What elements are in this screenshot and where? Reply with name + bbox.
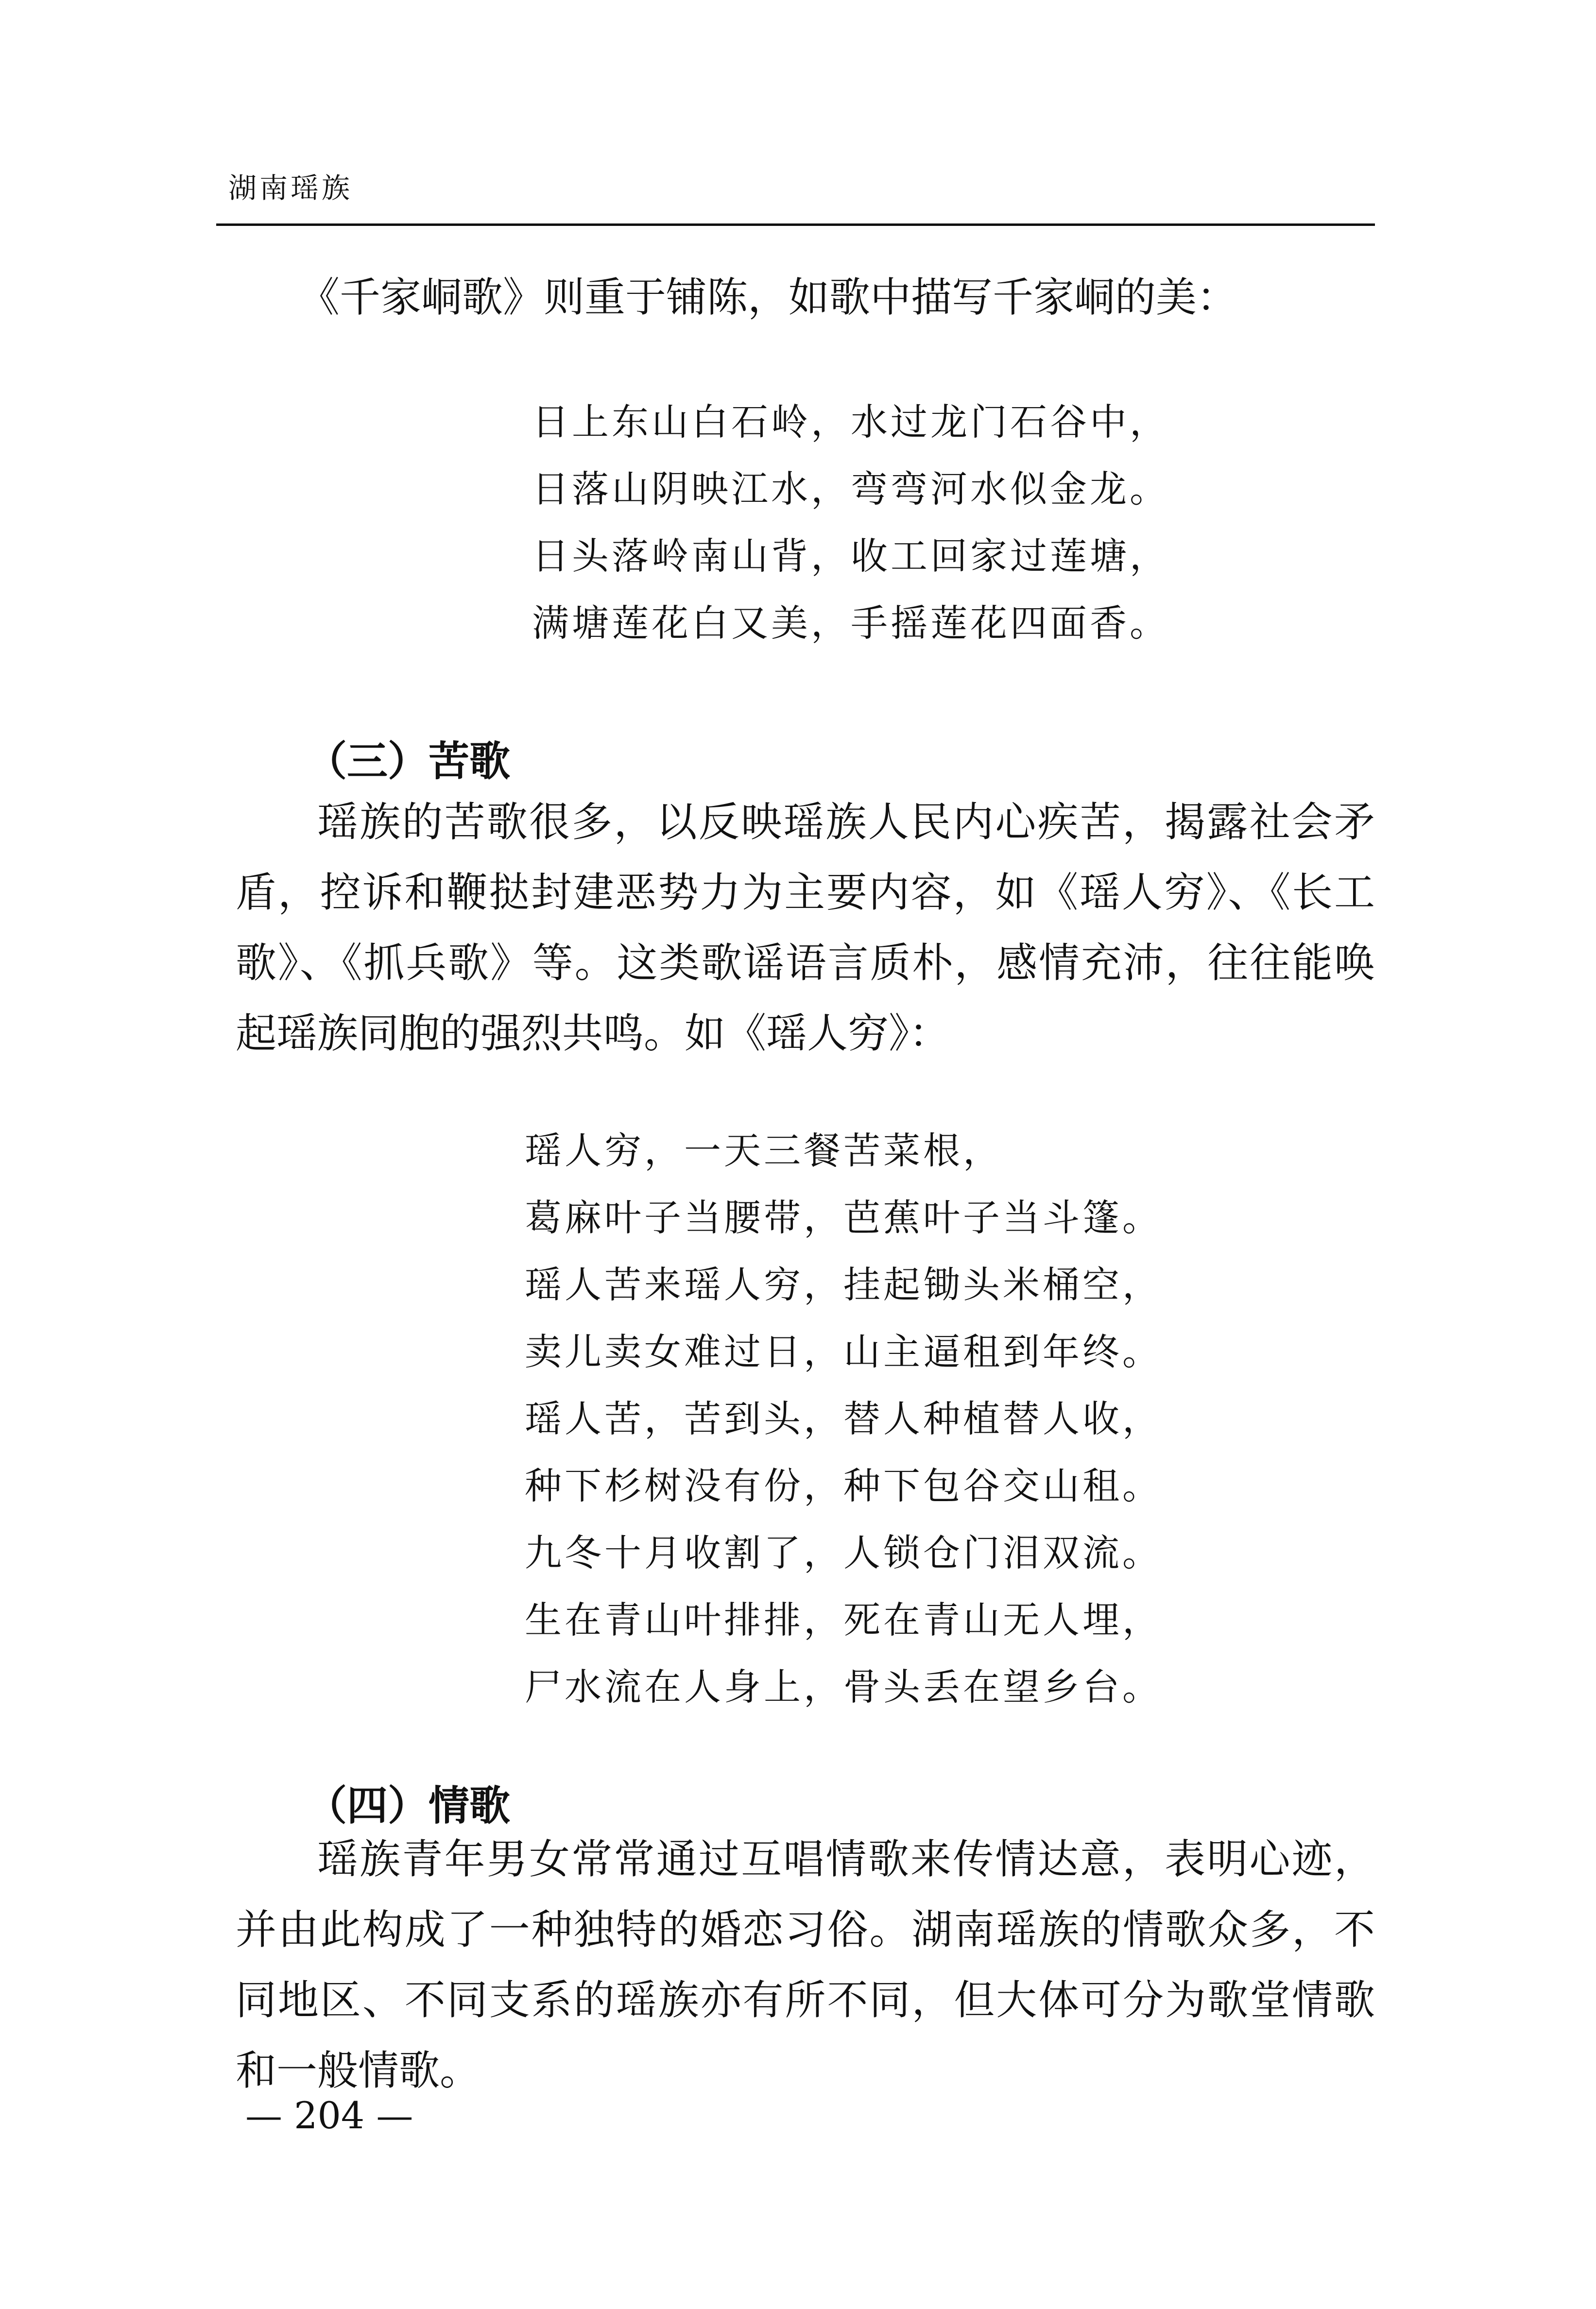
intro-paragraph: 《千家峒歌》则重于铺陈，如歌中描写千家峒的美： <box>299 274 1238 321</box>
poem-line: 满塘莲花白又美，手摇莲花四面香。 <box>532 601 1169 645</box>
section-heading-qingge: （四）情歌 <box>306 1782 511 1830</box>
poem-line: 日落山阴映江水，弯弯河水似金龙。 <box>532 467 1169 511</box>
section-heading-kuge: （三）苦歌 <box>306 737 511 785</box>
poem-line: 九冬十月收割了，人锁仓门泪双流。 <box>525 1531 1162 1574</box>
poem-line: 卖儿卖女难过日，山主逼租到年终。 <box>525 1330 1162 1373</box>
poem-line: 葛麻叶子当腰带，芭蕉叶子当斗篷。 <box>525 1196 1162 1239</box>
poem-yaorenqiong <box>525 1117 1162 1721</box>
page-number: — 204 — <box>245 2094 413 2137</box>
section-paragraph-qingge: 瑶族青年男女常常通过互唱情歌来传情达意，表明心迹，并由此构成了一种独特的婚恋习俗。湖南瑶族的情歌众多，不同地区、不同支系的瑶族亦有所不同，但大体可分为歌堂情歌和一般情歌。 <box>236 1835 1375 2094</box>
poem-line: 日头落岭南山背，收工回家过莲塘， <box>532 534 1169 578</box>
poem-line: 日上东山白石岭，水过龙门石谷中， <box>532 400 1169 444</box>
poem-line: 瑶人穷，一天三餐苦菜根， <box>525 1129 1003 1172</box>
poem-line: 生在青山叶排排，死在青山无人埋， <box>525 1598 1162 1642</box>
poem-line: 种下杉树没有份，种下包谷交山租。 <box>525 1464 1162 1507</box>
poem-line: 瑶人苦来瑶人穷，挂起锄头米桶空， <box>525 1263 1162 1306</box>
section-paragraph-kuge: 瑶族的苦歌很多，以反映瑶族人民内心疾苦，揭露社会矛盾，控诉和鞭挞封建恶势力为主要内容，如《瑶人穷》、《长工歌》、《抓兵歌》等。这类歌谣语言质朴，感情充沛，往往能唤起瑶族同胞的强烈共鸣。如《瑶人穷》： <box>236 798 1375 1057</box>
poem-qianjiadong <box>532 389 1169 657</box>
running-header: 湖南瑶族 <box>228 171 353 205</box>
poem-line: 瑶人苦，苦到头，替人种植替人收， <box>525 1397 1162 1440</box>
poem-line: 尸水流在人身上，骨头丢在望乡台。 <box>525 1665 1162 1709</box>
header-rule <box>216 223 1375 226</box>
